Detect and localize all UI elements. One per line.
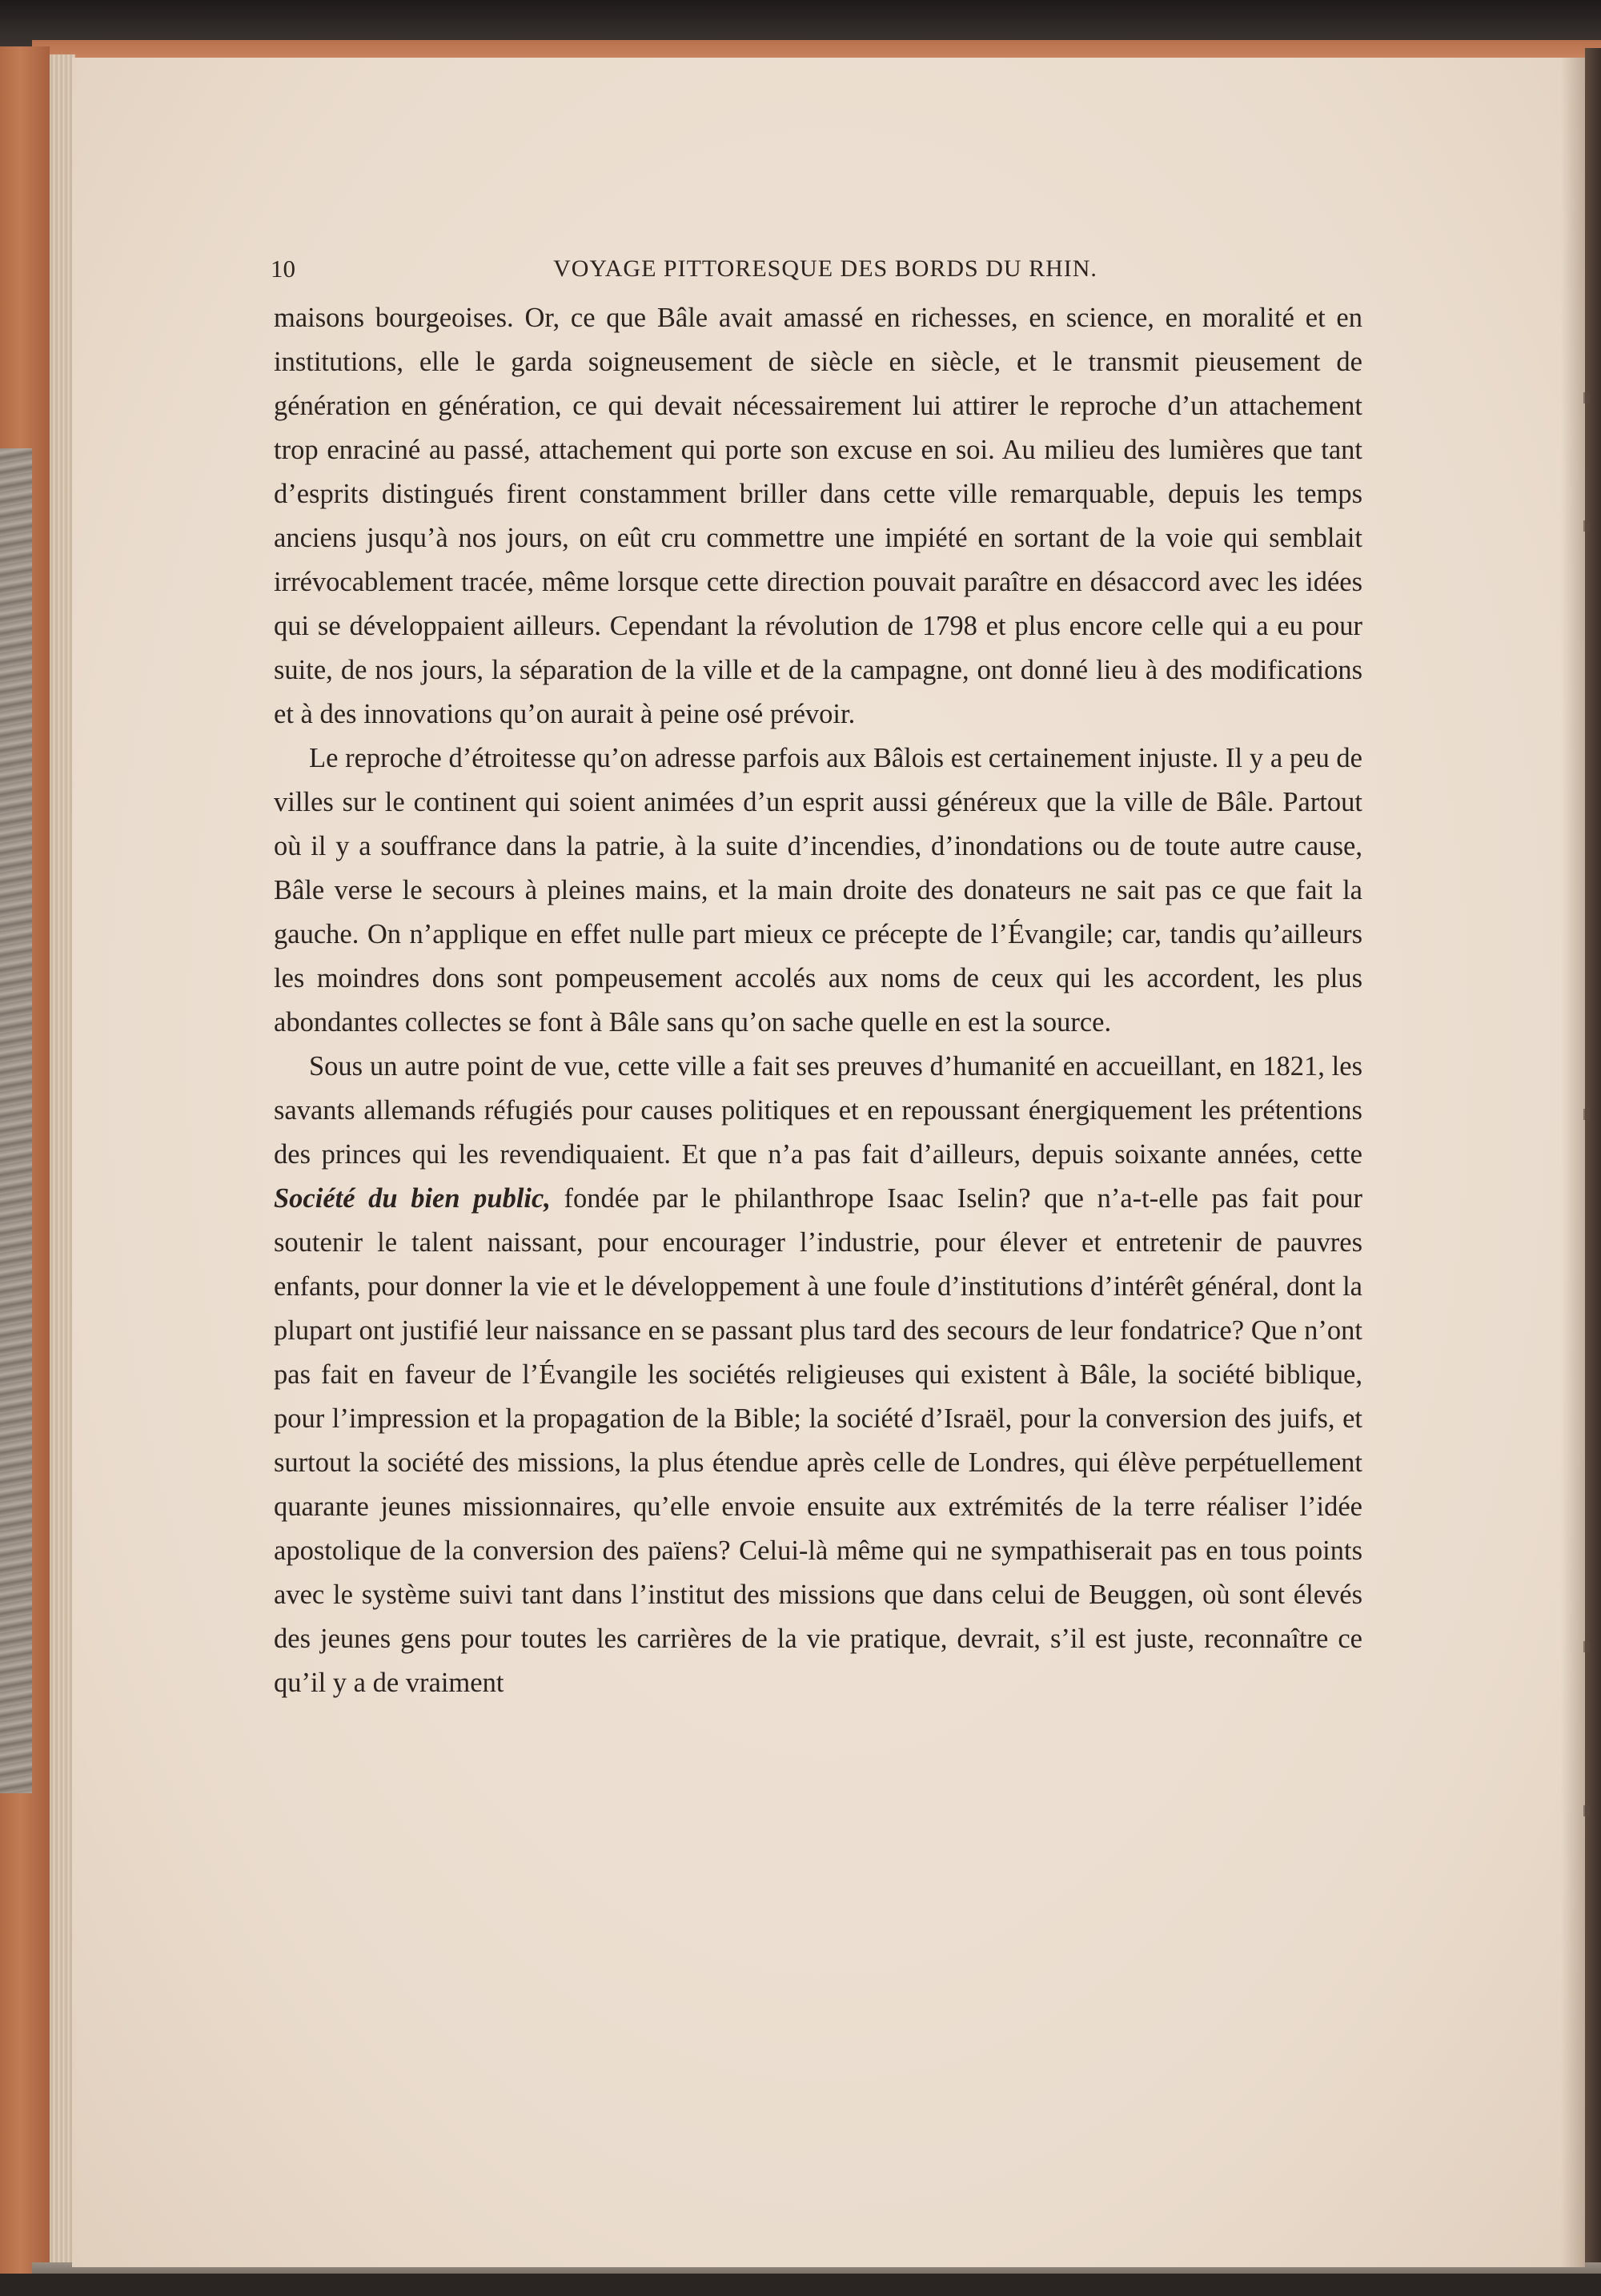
page-number: 10 (271, 255, 295, 283)
book-gutter-right (1585, 48, 1601, 2274)
body-text (274, 296, 1362, 1705)
paragraph-3 (274, 1045, 1362, 1705)
marbled-board (0, 448, 32, 1793)
paragraph-3-start: Sous un autre point de vue, cette ville a fait ses preuves d’humanité en accueillant, en 1821, les savants allemands réfugiés pour causes politiques et en repoussant énergiquement les prétentions des princes qui les revendiquaient. Et que n’a pas fait d’ailleurs, depuis soixante années, cette (274, 1051, 1362, 1170)
paragraph-3-end: fondée par le philanthrope Isaac Iselin? que n’a-t-elle pas fait pour soutenir le talent naissant, pour encourager l’industrie, pour élever et entretenir de pauvres enfants, pour donner la vie et le développement à une foule d’institutions d’intérêt général, dont la plupart ont justifié leur naissance en se passant plus tard des secours de leur fondatrice? Que n’ont pas fait en faveur de l’Évangile les sociétés religieuses qui existent à Bâle, la société biblique, pour l’impression et la propagation de la Bible; la société d’Israël, pour la conversion des juifs, et surtout la société des missions, la plus étendue après celle de Londres, qui élève perpétuellement quarante jeunes missionnaires, qu’elle envoie ensuite aux extrémités de la terre réaliser l’idée apostolique de la conversion des païens? Celui-là même qui ne sympathiserait pas en tous points avec le système suivi tant dans l’institut des missions que dans celui de Beuggen, où sont élevés des jeunes gens pour toutes les carrières de la vie pratique, devrait, s’il est juste, reconnaître ce qu’il y a de vraiment (274, 1183, 1362, 1698)
margin-mark (1583, 392, 1590, 403)
paragraph-1: maisons bourgeoises. Or, ce que Bâle avait amassé en richesses, en science, en moralité et en institutions, elle le garda soigneusement de siècle en siècle, et le transmit pieusement de génération en génération, ce qui devait nécessairement lui attirer le reproche d’un attachement trop enraciné au passé, attachement qui porte son excuse en soi. Au milieu des lumières que tant d’esprits distingués firent constamment briller dans cette ville remarquable, depuis les temps anciens jusqu’à nos jours, on eût cru commettre une impiété en sortant de la voie qui semblait irrévocablement tracée, même lorsque cette direction pouvait paraître en désaccord avec les idées qui se développaient ailleurs. Cependant la révolution de 1798 et plus encore celle qui a eu pour suite, de nos jours, la séparation de la ville et de la campagne, ont donné lieu à des modifications et à des innovations qu’on aurait à peine osé prévoir. (274, 303, 1362, 729)
margin-mark (1583, 520, 1590, 532)
book-cover-top-edge (32, 40, 1601, 59)
page-header (271, 250, 1380, 288)
society-name-italic: Société du bien public, (274, 1183, 551, 1214)
margin-mark (1583, 1805, 1590, 1816)
margin-mark (1583, 1109, 1590, 1120)
gutter-shadow (1561, 58, 1585, 2267)
running-head: VOYAGE PITTORESQUE DES BORDS DU RHIN. (553, 255, 1097, 282)
margin-mark (1583, 1641, 1590, 1652)
scan-background-bottom (0, 2274, 1601, 2296)
paragraph-2: Le reproche d’étroitesse qu’on adresse parfois aux Bâlois est certainement injuste. Il y a peu de villes sur le continent qui soient animées d’un esprit aussi généreux que la ville de Bâle. Partout où il y a souffrance dans la patrie, à la suite d’incendies, d’inondations ou de toute autre cause, Bâle verse le secours à pleines mains, et la main droite des donateurs ne sait pas ce que fait la gauche. On n’applique en effet nulle part mieux ce précepte de l’Évangile; car, tandis qu’ailleurs les moindres dons sont pompeusement accolés aux noms de ceux qui les accordent, les plus abondantes collectes se font à Bâle sans qu’on sache quelle en est la source. (274, 743, 1362, 1038)
